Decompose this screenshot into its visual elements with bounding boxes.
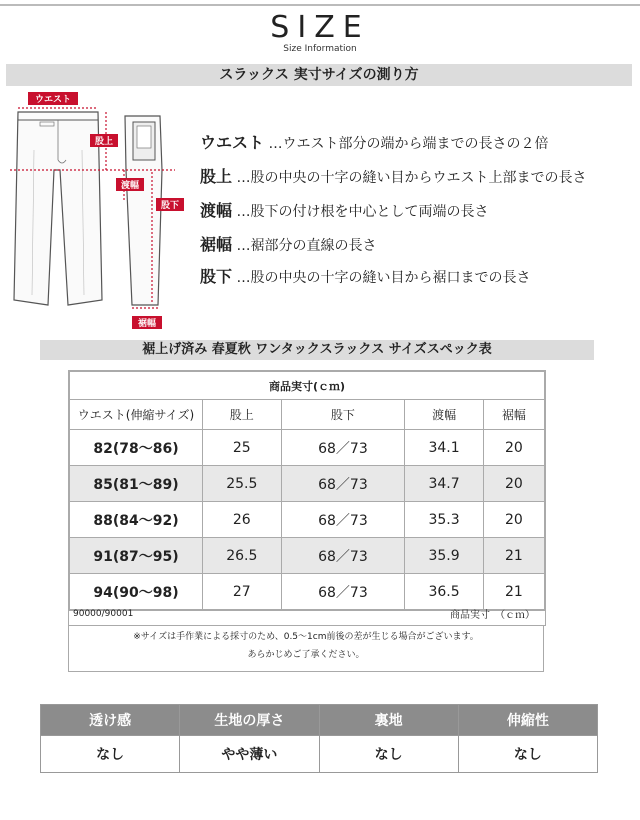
- spec-table: [69, 371, 545, 610]
- attribute-value: なし: [41, 736, 180, 773]
- table-cell: 68／73: [281, 430, 405, 466]
- measure-heading: スラックス 実寸サイズの測り方: [6, 64, 632, 86]
- table-cell: 20: [483, 430, 544, 466]
- column-header: 渡幅: [405, 400, 484, 430]
- attribute-header: 生地の厚さ: [180, 705, 319, 736]
- definition-item: [200, 232, 376, 255]
- definition-item: [200, 264, 530, 287]
- attribute-header: 伸縮性: [458, 705, 597, 736]
- definition-desc: …股下の付け根を中心として両端の長さ: [236, 204, 489, 220]
- table-cell: 68／73: [281, 574, 405, 610]
- unit-note: 商品実寸 （ｃｍ）: [450, 610, 535, 621]
- inseam-label: 股下: [160, 201, 180, 211]
- page-subtitle: Size Information: [283, 44, 357, 54]
- note-line: あらかじめご了承ください。: [247, 650, 365, 660]
- table-cell: 21: [483, 574, 544, 610]
- table-cell: 35.9: [405, 538, 484, 574]
- definition-term: 裾幅: [200, 235, 233, 254]
- table-cell: 36.5: [405, 574, 484, 610]
- table-cell: 94(90～98): [70, 574, 203, 610]
- definition-term: ウエスト: [200, 133, 265, 152]
- definition-desc: …ウエスト部分の端から端までの長さの２倍: [268, 136, 549, 152]
- table-cell: 25: [203, 430, 282, 466]
- note-line: ※サイズは手作業による採寸のため、0.5～1cm前後の差が生じる場合がございます。: [133, 632, 479, 642]
- table-cell: 82(78～86): [70, 430, 203, 466]
- table-cell: 26: [203, 502, 282, 538]
- table-cell: 27: [203, 574, 282, 610]
- spec-notes: [68, 626, 544, 672]
- column-header: ウエスト(伸縮サイズ): [70, 400, 203, 430]
- table-cell: 35.3: [405, 502, 484, 538]
- attribute-value: なし: [319, 736, 458, 773]
- definition-term: 渡幅: [200, 201, 233, 220]
- definition-item: [200, 164, 586, 187]
- hem-label: 裾幅: [137, 319, 157, 329]
- attribute-header-row: [41, 705, 598, 736]
- table-cell: 21: [483, 538, 544, 574]
- table-cell: 68／73: [281, 466, 405, 502]
- attribute-value: なし: [458, 736, 597, 773]
- item-code: 90000/90001: [73, 609, 134, 619]
- page-title: SIZE: [270, 10, 370, 45]
- table-cell: 25.5: [203, 466, 282, 502]
- spec-footer: [68, 605, 546, 626]
- table-row: [70, 538, 545, 574]
- definition-desc: …股の中央の十字の縫い目からウエスト上部までの長さ: [236, 170, 587, 186]
- table-cell: 68／73: [281, 502, 405, 538]
- rise-label: 股上: [94, 137, 114, 147]
- table-row: [70, 430, 545, 466]
- top-divider: [0, 4, 640, 6]
- attribute-value: やや薄い: [180, 736, 319, 773]
- table-cell: 85(81～89): [70, 466, 203, 502]
- definition-term: 股下: [200, 267, 233, 286]
- table-cell: 68／73: [281, 538, 405, 574]
- attribute-table: [40, 704, 598, 773]
- definition-desc: …裾部分の直線の長さ: [236, 238, 377, 254]
- spec-heading: 裾上げ済み 春夏秋 ワンタックスラックス サイズスペック表: [40, 340, 594, 360]
- spec-caption: 商品実寸(ｃｍ): [70, 372, 545, 400]
- pants-diagram: [10, 90, 200, 335]
- definition-item: [200, 198, 488, 221]
- attribute-value-row: [41, 736, 598, 773]
- table-cell: 34.1: [405, 430, 484, 466]
- attribute-header: 裏地: [319, 705, 458, 736]
- spec-header-row: [70, 400, 545, 430]
- table-cell: 91(87～95): [70, 538, 203, 574]
- column-header: 股下: [281, 400, 405, 430]
- column-header: 裾幅: [483, 400, 544, 430]
- definition-desc: …股の中央の十字の縫い目から裾口までの長さ: [236, 270, 531, 286]
- attribute-header: 透け感: [41, 705, 180, 736]
- table-cell: 88(84～92): [70, 502, 203, 538]
- definition-term: 股上: [200, 167, 233, 186]
- waist-label: ウエスト: [34, 95, 72, 105]
- definition-item: [200, 130, 548, 153]
- thigh-label: 渡幅: [120, 181, 140, 191]
- table-cell: 20: [483, 466, 544, 502]
- table-cell: 34.7: [405, 466, 484, 502]
- column-header: 股上: [203, 400, 282, 430]
- spec-table-wrapper: [68, 370, 546, 611]
- table-row: [70, 466, 545, 502]
- table-cell: 26.5: [203, 538, 282, 574]
- table-row: [70, 502, 545, 538]
- table-cell: 20: [483, 502, 544, 538]
